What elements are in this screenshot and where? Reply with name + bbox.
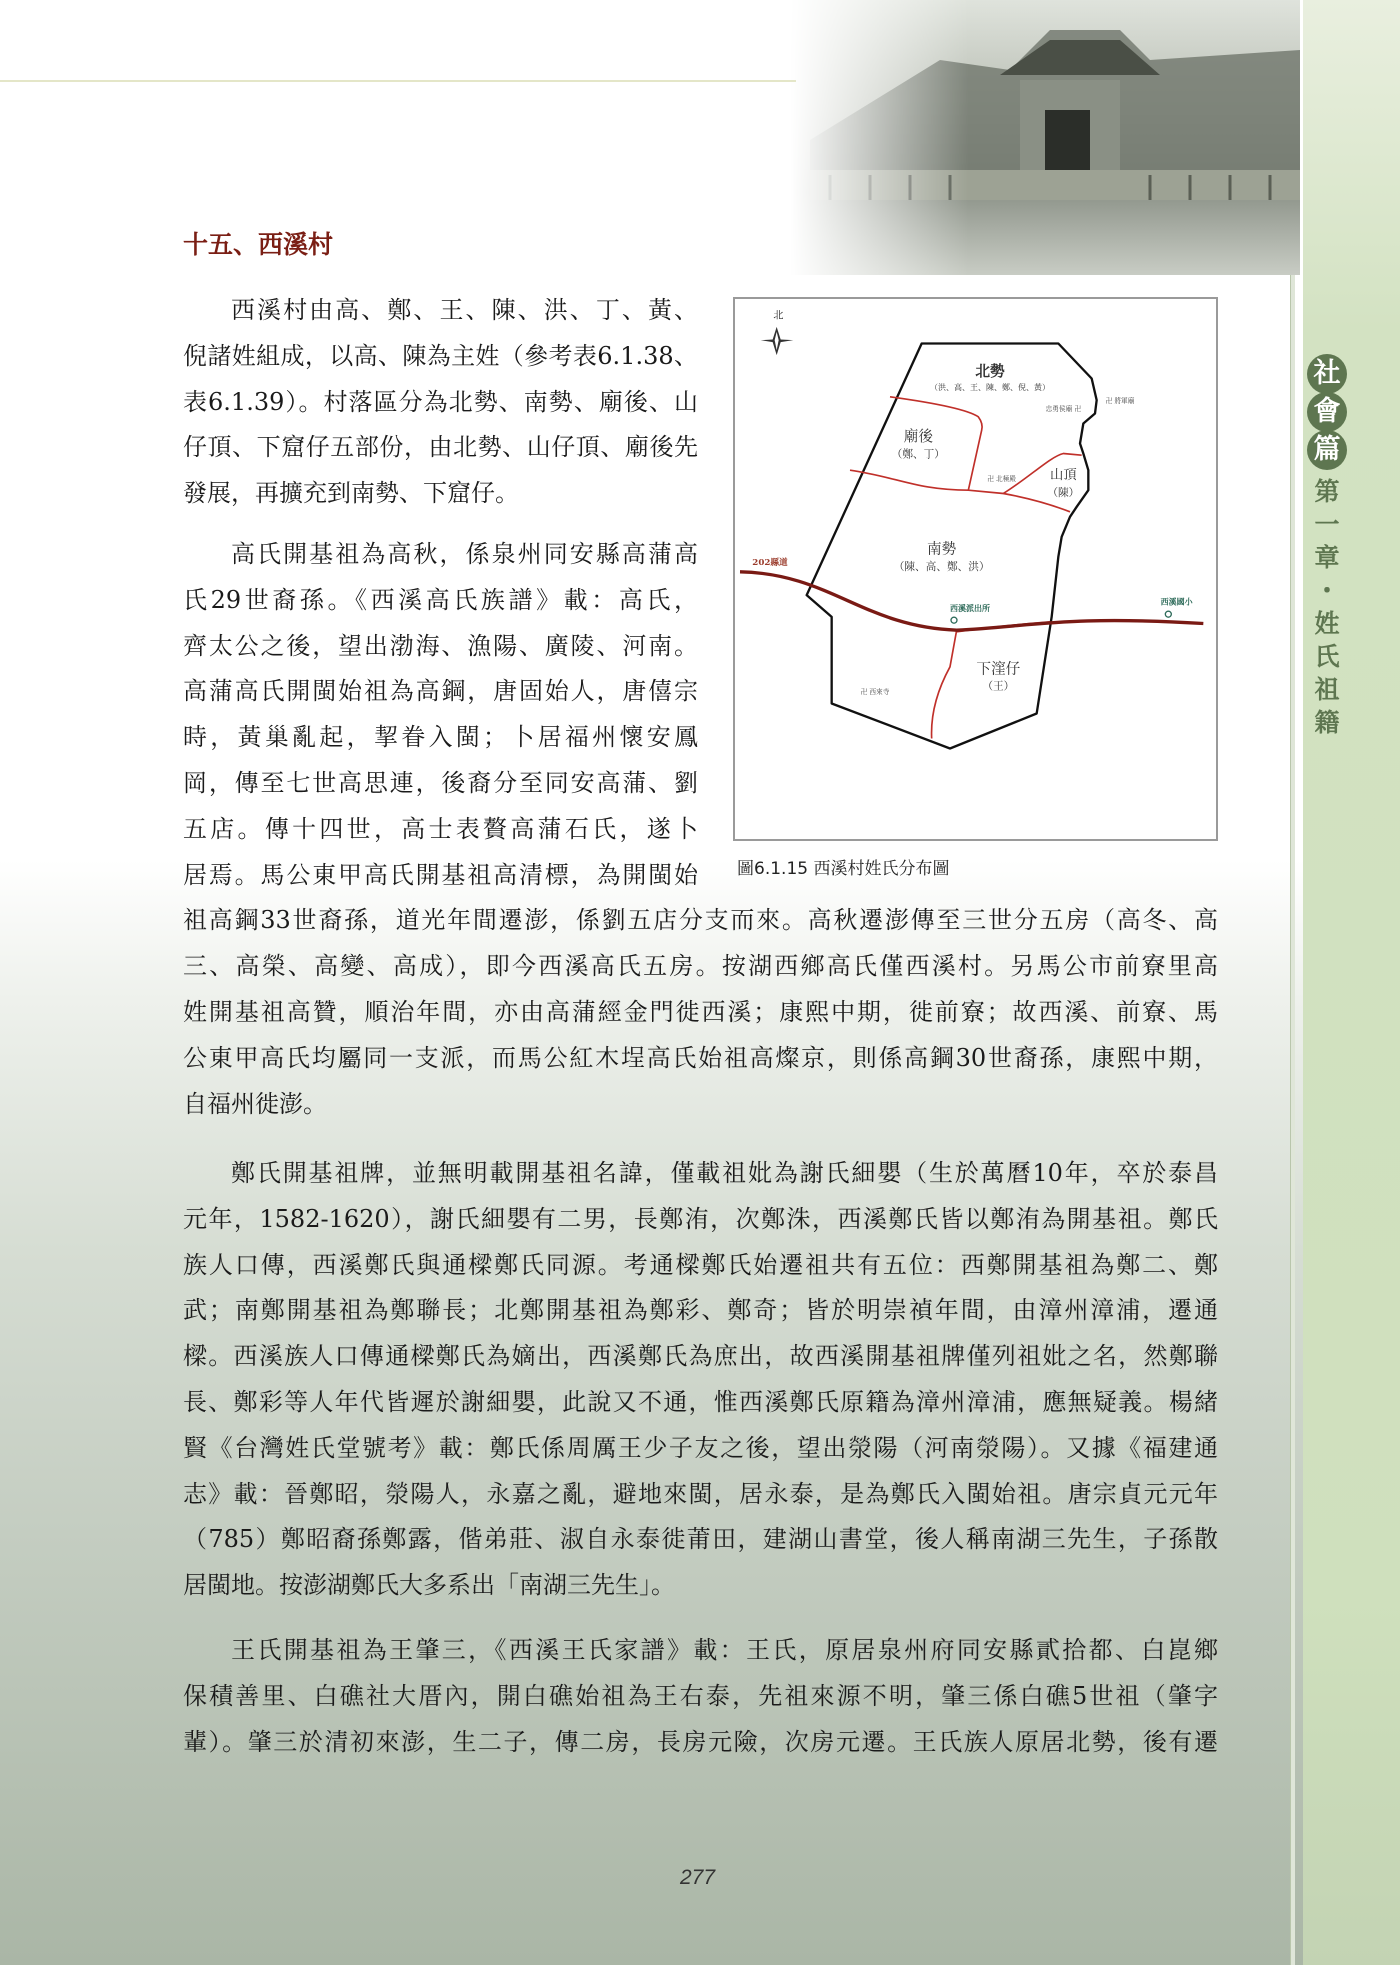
region-surnames: （王）	[982, 679, 1015, 693]
section-tab-char: 篇	[1307, 430, 1347, 470]
compass-icon	[761, 327, 794, 355]
chapter-char: 第	[1314, 477, 1340, 506]
text-line: 賢《台灣姓氏堂號考》載：鄭氏係周厲王少子友之後，望出滎陽（河南滎陽）。又據《福建通	[183, 1433, 1218, 1462]
temple-label: 卍 北極殿	[987, 474, 1017, 483]
chapter-char: 氏	[1314, 642, 1340, 671]
region-name: 南勢	[927, 540, 957, 558]
text-line: 王氏開基祖為王肇三，《西溪王氏家譜》載：王氏，原居泉州府同安縣貳拾都、白崑鄉	[231, 1636, 1218, 1664]
text-line: 仔頂、下窟仔五部份，由北勢、山仔頂、廟後先	[183, 433, 698, 462]
landmark-label: 西溪派出所	[950, 603, 990, 614]
text-line: 氏29世裔孫。《西溪高氏族譜》載：高氏，	[183, 585, 698, 614]
text-line: 志》載：晉鄭昭，滎陽人，永嘉之亂，避地來閩，居永泰，是為鄭氏入閩始祖。唐宗貞元元年	[183, 1479, 1218, 1508]
section-title: 十五、西溪村	[183, 230, 334, 259]
chapter-tab-label	[1312, 475, 1342, 739]
chapter-side-band	[1303, 0, 1400, 1965]
region-surnames: （鄭、丁）	[891, 447, 945, 461]
text-line: 保積善里、白礁社大厝內，開白礁始祖為王右泰，先祖來源不明，肇三係白礁5世祖（肇字	[183, 1681, 1218, 1710]
chapter-char: 祖	[1314, 675, 1340, 704]
text-line: 時，黃巢亂起，挈眷入閩；卜居福州懷安鳳	[183, 723, 698, 752]
text-line: 居焉。馬公東甲高氏開基祖高清標，為開閩始	[183, 860, 698, 889]
text-line: 西溪村由高、鄭、王、陳、洪、丁、黃、	[231, 296, 698, 324]
temple-label: 卍 將軍廟	[1105, 396, 1135, 405]
text-line: 公東甲高氏均屬同一支派，而馬公紅木埕高氏始祖高燦京，則係高鋼30世裔孫，康熙中期，	[183, 1043, 1218, 1072]
figure-caption: 圖6.1.15 西溪村姓氏分布圖	[737, 859, 950, 879]
police-station-marker	[951, 617, 957, 623]
text-line: 三、高榮、高變、高成），即今西溪高氏五房。按湖西鄉高氏僅西溪村。另馬公市前寮里高	[183, 952, 1218, 981]
text-line: 自福州徙澎。	[183, 1089, 327, 1118]
text-line: 樑。西溪族人口傳通樑鄭氏為嫡出，西溪鄭氏為庶出，故西溪開基祖牌僅列祖妣之名，然鄭聯	[183, 1342, 1218, 1371]
text-line: 祖高鋼33世裔孫，道光年間遷澎，係劉五店分支而來。高秋遷澎傳至三世分五房（高冬、高	[183, 906, 1218, 935]
header-photo-traditional-house	[790, 0, 1300, 275]
text-line: 武；南鄭開基祖為鄭聯長；北鄭開基祖為鄭彩、鄭奇；皆於明崇禎年間，由漳州漳浦，遷通	[183, 1296, 1218, 1325]
school-marker	[1165, 611, 1171, 617]
text-line: 族人口傳，西溪鄭氏與通樑鄭氏同源。考通樑鄭氏始遷祖共有五位：西鄭開基祖為鄭二、鄭	[183, 1250, 1218, 1279]
region-name: 下漥仔	[976, 660, 1021, 678]
chapter-char: 籍	[1314, 708, 1340, 737]
road-label: 202縣道	[752, 558, 788, 569]
region-surnames: （陳）	[1047, 485, 1080, 499]
text-line: 居閩地。按澎湖鄭氏大多系出「南湖三先生」。	[183, 1571, 675, 1600]
side-band-divider	[1290, 0, 1295, 1965]
region-name: 廟後	[903, 427, 933, 445]
region-name: 山頂	[1050, 468, 1077, 484]
text-line: 表6.1.39）。村落區分為北勢、南勢、廟後、山	[183, 387, 698, 416]
text-line: 輩）。肇三於清初來澎，生二子，傳二房，長房元險，次房元遷。王氏族人原居北勢，後有遷	[183, 1727, 1218, 1756]
text-line: 倪諸姓組成，以高、陳為主姓（參考表6.1.38、	[183, 341, 698, 370]
north-label: 北	[773, 310, 784, 322]
text-line: 齊太公之後，望出渤海、漁陽、廣陵、河南。	[183, 631, 698, 660]
text-line: 元年，1582-1620），謝氏細嬰有二男，長鄭洧，次鄭洙，西溪鄭氏皆以鄭洧為開基祖。鄭氏	[183, 1204, 1218, 1233]
header-rule	[0, 80, 796, 82]
region-name: 北勢	[975, 363, 1005, 381]
section-tab-char: 會	[1307, 392, 1347, 432]
road-202	[740, 572, 1203, 630]
text-line: 高氏開基祖為高秋，係泉州同安縣高蒲高	[231, 540, 698, 568]
text-line: 五店。傳十四世，高士表贅高蒲石氏，遂卜	[183, 814, 698, 843]
page-number: 277	[680, 1866, 716, 1889]
section-tab-char: 社	[1307, 354, 1347, 394]
region-surnames: （洪、高、王、陳、鄭、倪、黃）	[930, 383, 1050, 393]
temple-label: 卍 西來寺	[860, 688, 890, 697]
text-line: （785）鄭昭裔孫鄭露，偕弟莊、淑自永泰徙莆田，建湖山書堂，後人稱南湖三先生，子孫散	[183, 1525, 1218, 1554]
paragraph-zheng-clan	[183, 1151, 1218, 1609]
temple-label: 忠勇侯廟 卍	[1045, 404, 1082, 413]
chapter-char: 一	[1314, 510, 1340, 539]
text-line: 長、鄭彩等人年代皆遲於謝細嬰，此說又不通，惟西溪鄭氏原籍為漳州漳浦，應無疑義。楊緒	[183, 1387, 1218, 1416]
region-surnames: （陳、高、鄭、洪）	[893, 560, 990, 574]
paragraph-wang-clan	[183, 1628, 1218, 1765]
chapter-char: 章	[1314, 543, 1340, 572]
text-line: 發展，再擴充到南勢、下窟仔。	[183, 479, 519, 508]
text-line: 高蒲高氏開閩始祖為高鋼，唐固始人，唐僖宗	[183, 677, 698, 706]
text-line: 岡，傳至七世高思連，後裔分至同安高蒲、劉	[183, 768, 698, 797]
paragraph-overview	[183, 288, 698, 517]
chapter-char: 姓	[1314, 609, 1340, 638]
text-line: 姓開基祖高贊，順治年間，亦由高蒲經金門徙西溪；康熙中期，徙前寮；故西溪、前寮、馬	[183, 997, 1218, 1026]
text-line: 鄭氏開基祖牌，並無明載開基祖名諱，僅載祖妣為謝氏細嬰（生於萬曆10年，卒於泰昌	[231, 1159, 1218, 1187]
village-surname-map	[730, 290, 1230, 777]
landmark-label: 西溪國小	[1160, 596, 1193, 607]
chapter-char: ・	[1314, 576, 1340, 605]
